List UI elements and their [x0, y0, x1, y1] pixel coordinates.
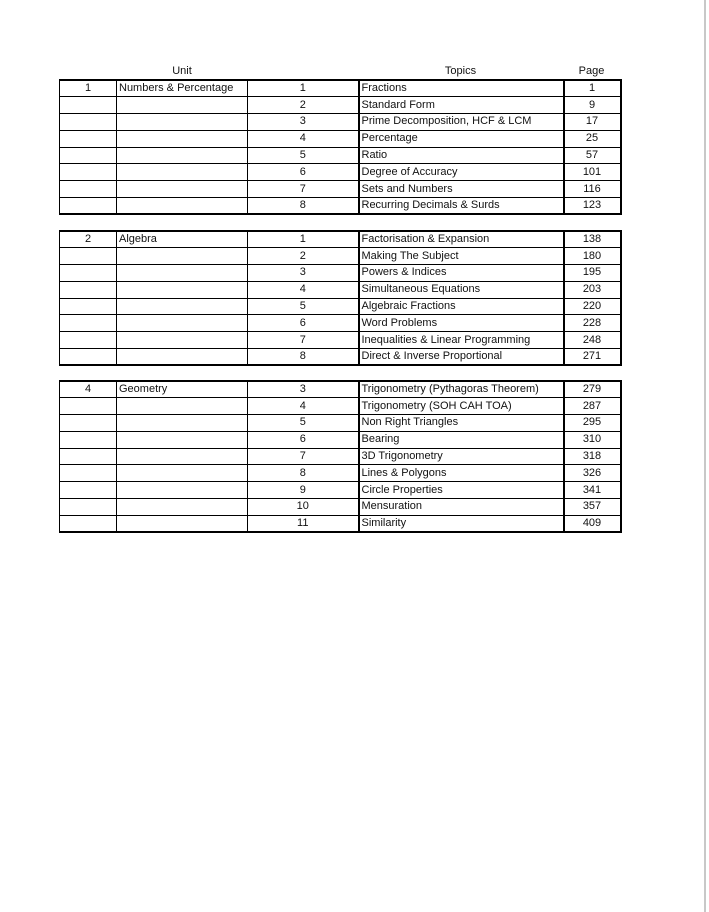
topic-number-cell: 5 [248, 147, 359, 164]
topic-number-cell: 8 [248, 198, 359, 215]
page-number-cell: 123 [564, 198, 621, 215]
unit-number-cell: 2 [60, 231, 117, 248]
unit-number-cell [60, 315, 117, 332]
unit-number-cell [60, 515, 117, 532]
table-row [60, 114, 621, 131]
page-number-cell: 271 [564, 349, 621, 366]
page-number-cell: 228 [564, 315, 621, 332]
unit-name-cell [117, 499, 248, 516]
topic-number-cell: 1 [248, 80, 359, 97]
unit-name-cell [117, 198, 248, 215]
unit-number-cell [60, 248, 117, 265]
unit-name-cell [117, 97, 248, 114]
unit-name-cell [117, 332, 248, 349]
page-number-cell: 17 [564, 114, 621, 131]
page-number-cell: 326 [564, 465, 621, 482]
topic-name-cell: Trigonometry (Pythagoras Theorem) [359, 381, 564, 398]
topic-number-cell: 7 [248, 332, 359, 349]
page-edge [704, 0, 706, 912]
unit-name-cell [117, 482, 248, 499]
table-row [60, 147, 621, 164]
page-number-cell: 357 [564, 499, 621, 516]
topic-number-cell: 3 [248, 114, 359, 131]
topic-name-cell: Direct & Inverse Proportional [359, 349, 564, 366]
unit-number-cell [60, 181, 117, 198]
topic-name-cell: Recurring Decimals & Surds [359, 198, 564, 215]
table-row [60, 499, 621, 516]
unit-name-cell [117, 515, 248, 532]
unit-name-cell [117, 248, 248, 265]
unit-name-cell [117, 349, 248, 366]
page-number-cell: 220 [564, 298, 621, 315]
table-row [60, 181, 621, 198]
page-number-cell: 295 [564, 415, 621, 432]
unit-number-cell [60, 465, 117, 482]
topic-number-cell: 5 [248, 298, 359, 315]
page-number-cell: 25 [564, 130, 621, 147]
topic-number-cell: 10 [248, 499, 359, 516]
unit-number-cell [60, 298, 117, 315]
topic-name-cell: Prime Decomposition, HCF & LCM [359, 114, 564, 131]
unit-table-1 [59, 79, 622, 215]
unit-name-cell [117, 281, 248, 298]
page-number-cell: 57 [564, 147, 621, 164]
topic-name-cell: Mensuration [359, 499, 564, 516]
topic-name-cell: Fractions [359, 80, 564, 97]
table-row [60, 315, 621, 332]
topic-name-cell: Lines & Polygons [359, 465, 564, 482]
header-page: Page [578, 65, 605, 77]
unit-number-cell [60, 198, 117, 215]
page-number-cell: 287 [564, 398, 621, 415]
topic-number-cell: 6 [248, 431, 359, 448]
table-row [60, 482, 621, 499]
unit-name-cell [117, 265, 248, 282]
table-row [60, 281, 621, 298]
table-row [60, 231, 621, 248]
topic-name-cell: Factorisation & Expansion [359, 231, 564, 248]
unit-number-cell [60, 281, 117, 298]
unit-number-cell: 1 [60, 80, 117, 97]
unit-name-cell [117, 431, 248, 448]
unit-number-cell [60, 265, 117, 282]
topic-name-cell: Similarity [359, 515, 564, 532]
unit-name-cell: Geometry [117, 381, 248, 398]
table-row [60, 80, 621, 97]
page-number-cell: 1 [564, 80, 621, 97]
topic-name-cell: Making The Subject [359, 248, 564, 265]
page-number-cell: 248 [564, 332, 621, 349]
table-row [60, 265, 621, 282]
topic-number-cell: 8 [248, 465, 359, 482]
table-row [60, 164, 621, 181]
topic-name-cell: Sets and Numbers [359, 181, 564, 198]
table-row [60, 198, 621, 215]
unit-number-cell [60, 448, 117, 465]
unit-number-cell [60, 431, 117, 448]
topic-number-cell: 7 [248, 448, 359, 465]
unit-number-cell [60, 164, 117, 181]
unit-name-cell [117, 398, 248, 415]
topic-name-cell: Ratio [359, 147, 564, 164]
page-number-cell: 203 [564, 281, 621, 298]
topic-name-cell: Simultaneous Equations [359, 281, 564, 298]
unit-number-cell [60, 499, 117, 516]
unit-name-cell [117, 130, 248, 147]
table-row [60, 448, 621, 465]
topic-number-cell: 9 [248, 482, 359, 499]
table-row [60, 465, 621, 482]
table-row [60, 130, 621, 147]
page-number-cell: 341 [564, 482, 621, 499]
unit-name-cell [117, 114, 248, 131]
topic-name-cell: 3D Trigonometry [359, 448, 564, 465]
unit-number-cell [60, 349, 117, 366]
table-row [60, 349, 621, 366]
unit-number-cell: 4 [60, 381, 117, 398]
unit-table-2 [59, 230, 622, 366]
table-row [60, 97, 621, 114]
header-topics: Topics [444, 65, 477, 77]
topic-number-cell: 11 [248, 515, 359, 532]
unit-number-cell [60, 130, 117, 147]
unit-number-cell [60, 482, 117, 499]
topic-name-cell: Bearing [359, 431, 564, 448]
topic-name-cell: Algebraic Fractions [359, 298, 564, 315]
topic-number-cell: 8 [248, 349, 359, 366]
unit-name-cell [117, 147, 248, 164]
unit-number-cell [60, 97, 117, 114]
unit-number-cell [60, 415, 117, 432]
table-row [60, 398, 621, 415]
topic-number-cell: 1 [248, 231, 359, 248]
topic-number-cell: 3 [248, 265, 359, 282]
topic-name-cell: Inequalities & Linear Programming [359, 332, 564, 349]
topic-name-cell: Trigonometry (SOH CAH TOA) [359, 398, 564, 415]
topic-name-cell: Word Problems [359, 315, 564, 332]
page-number-cell: 310 [564, 431, 621, 448]
header-unit: Unit [172, 65, 192, 77]
table-row [60, 248, 621, 265]
topic-number-cell: 6 [248, 164, 359, 181]
page-number-cell: 9 [564, 97, 621, 114]
unit-name-cell [117, 298, 248, 315]
unit-name-cell [117, 164, 248, 181]
topic-number-cell: 3 [248, 381, 359, 398]
unit-number-cell [60, 147, 117, 164]
table-row [60, 431, 621, 448]
unit-name-cell [117, 315, 248, 332]
table-row [60, 515, 621, 532]
page-number-cell: 409 [564, 515, 621, 532]
unit-name-cell: Numbers & Percentage [117, 80, 248, 97]
unit-number-cell [60, 332, 117, 349]
topic-number-cell: 4 [248, 130, 359, 147]
unit-number-cell [60, 398, 117, 415]
unit-name-cell [117, 181, 248, 198]
topic-number-cell: 4 [248, 398, 359, 415]
unit-table-3 [59, 380, 622, 533]
topic-name-cell: Non Right Triangles [359, 415, 564, 432]
table-row [60, 415, 621, 432]
page-number-cell: 116 [564, 181, 621, 198]
unit-name-cell [117, 448, 248, 465]
topic-name-cell: Degree of Accuracy [359, 164, 564, 181]
topic-number-cell: 6 [248, 315, 359, 332]
topic-name-cell: Circle Properties [359, 482, 564, 499]
topic-number-cell: 2 [248, 97, 359, 114]
page-number-cell: 180 [564, 248, 621, 265]
page-number-cell: 101 [564, 164, 621, 181]
topic-name-cell: Standard Form [359, 97, 564, 114]
unit-name-cell [117, 465, 248, 482]
topic-number-cell: 5 [248, 415, 359, 432]
topic-name-cell: Percentage [359, 130, 564, 147]
topic-number-cell: 4 [248, 281, 359, 298]
page-number-cell: 138 [564, 231, 621, 248]
page-number-cell: 279 [564, 381, 621, 398]
topic-number-cell: 7 [248, 181, 359, 198]
unit-name-cell: Algebra [117, 231, 248, 248]
topic-name-cell: Powers & Indices [359, 265, 564, 282]
page-number-cell: 195 [564, 265, 621, 282]
page-number-cell: 318 [564, 448, 621, 465]
unit-name-cell [117, 415, 248, 432]
topic-number-cell: 2 [248, 248, 359, 265]
table-row [60, 381, 621, 398]
table-row [60, 332, 621, 349]
table-row [60, 298, 621, 315]
unit-number-cell [60, 114, 117, 131]
